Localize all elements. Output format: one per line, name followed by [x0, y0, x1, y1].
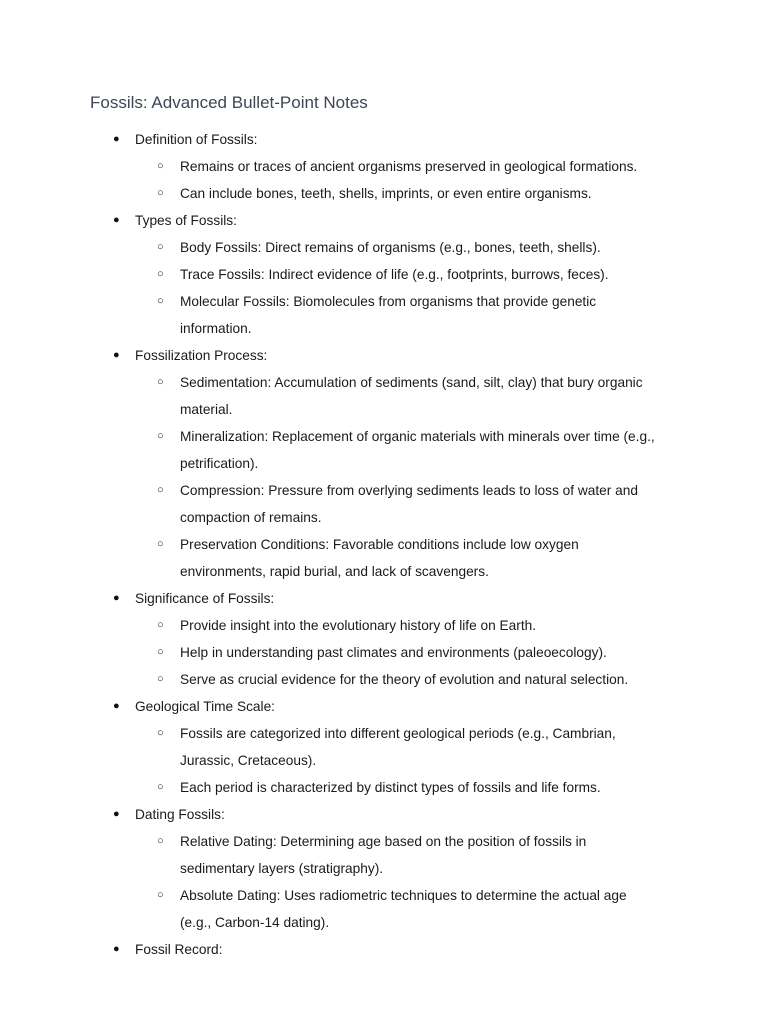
hollow-bullet-icon: ○: [157, 376, 164, 388]
section-item: [0, 126, 768, 207]
point-text: Absolute Dating: Uses radiometric techniques to determine the actual age (e.g., Carbon-14 dating).: [180, 888, 627, 930]
filled-bullet-icon: ●: [113, 214, 120, 226]
hollow-bullet-icon: ○: [157, 268, 164, 280]
section-list: [0, 126, 768, 963]
point-item: [157, 180, 660, 207]
section-heading: Dating Fossils:: [135, 807, 225, 822]
point-list: [135, 234, 768, 342]
point-text: Can include bones, teeth, shells, imprints, or even entire organisms.: [180, 186, 592, 201]
section-heading: Significance of Fossils:: [135, 591, 275, 606]
point-item: [157, 531, 660, 585]
point-item: [157, 423, 660, 477]
hollow-bullet-icon: ○: [157, 295, 164, 307]
hollow-bullet-icon: ○: [157, 619, 164, 631]
section-item: [0, 693, 768, 801]
point-item: [157, 666, 660, 693]
point-text: Sedimentation: Accumulation of sediments (sand, silt, clay) that bury organic material.: [180, 375, 643, 417]
point-text: Preservation Conditions: Favorable conditions include low oxygen environments, rapid burial, and lack of scavengers.: [180, 537, 579, 579]
hollow-bullet-icon: ○: [157, 727, 164, 739]
filled-bullet-icon: ●: [113, 943, 120, 955]
hollow-bullet-icon: ○: [157, 241, 164, 253]
filled-bullet-icon: ●: [113, 700, 120, 712]
point-item: [157, 882, 660, 936]
section-item: [0, 342, 768, 585]
point-item: [157, 234, 660, 261]
hollow-bullet-icon: ○: [157, 889, 164, 901]
point-item: [157, 774, 660, 801]
section-heading: Fossilization Process:: [135, 348, 268, 363]
section-item: [0, 801, 768, 936]
point-list: [135, 720, 768, 801]
section-item: [0, 936, 768, 963]
point-item: [157, 612, 660, 639]
point-list: [135, 612, 768, 693]
section-heading: Fossil Record:: [135, 942, 223, 957]
hollow-bullet-icon: ○: [157, 835, 164, 847]
section-heading: Definition of Fossils:: [135, 132, 258, 147]
point-item: [157, 261, 660, 288]
document-title: Fossils: Advanced Bullet-Point Notes: [90, 93, 368, 112]
point-text: Remains or traces of ancient organisms preserved in geological formations.: [180, 159, 638, 174]
point-text: Help in understanding past climates and environments (paleoecology).: [180, 645, 607, 660]
section-item: [0, 585, 768, 693]
point-item: [157, 153, 660, 180]
hollow-bullet-icon: ○: [157, 673, 164, 685]
point-item: [157, 369, 660, 423]
section-item: [0, 207, 768, 342]
point-text: Relative Dating: Determining age based on the position of fossils in sedimentary layers (stratigraphy).: [180, 834, 587, 876]
point-item: [157, 477, 660, 531]
point-text: Compression: Pressure from overlying sediments leads to loss of water and compaction of remains.: [180, 483, 638, 525]
point-list: [135, 828, 768, 936]
filled-bullet-icon: ●: [113, 592, 120, 604]
point-text: Body Fossils: Direct remains of organisms (e.g., bones, teeth, shells).: [180, 240, 601, 255]
point-text: Each period is characterized by distinct types of fossils and life forms.: [180, 780, 601, 795]
point-text: Serve as crucial evidence for the theory of evolution and natural selection.: [180, 672, 629, 687]
hollow-bullet-icon: ○: [157, 538, 164, 550]
filled-bullet-icon: ●: [113, 808, 120, 820]
point-item: [157, 720, 660, 774]
hollow-bullet-icon: ○: [157, 781, 164, 793]
point-text: Provide insight into the evolutionary history of life on Earth.: [180, 618, 537, 633]
filled-bullet-icon: ●: [113, 349, 120, 361]
point-text: Fossils are categorized into different geological periods (e.g., Cambrian, Jurassic, Cretaceous).: [180, 726, 616, 768]
section-heading: Types of Fossils:: [135, 213, 237, 228]
point-list: [135, 153, 768, 207]
point-item: [157, 828, 660, 882]
filled-bullet-icon: ●: [113, 133, 120, 145]
hollow-bullet-icon: ○: [157, 484, 164, 496]
point-item: [157, 639, 660, 666]
point-text: Mineralization: Replacement of organic materials with minerals over time (e.g., petrification).: [180, 429, 655, 471]
point-text: Molecular Fossils: Biomolecules from organisms that provide genetic information.: [180, 294, 597, 336]
point-item: [157, 288, 660, 342]
point-text: Trace Fossils: Indirect evidence of life (e.g., footprints, burrows, feces).: [180, 267, 609, 282]
point-list: [135, 369, 768, 585]
hollow-bullet-icon: ○: [157, 160, 164, 172]
section-heading: Geological Time Scale:: [135, 699, 275, 714]
hollow-bullet-icon: ○: [157, 187, 164, 199]
hollow-bullet-icon: ○: [157, 430, 164, 442]
hollow-bullet-icon: ○: [157, 646, 164, 658]
